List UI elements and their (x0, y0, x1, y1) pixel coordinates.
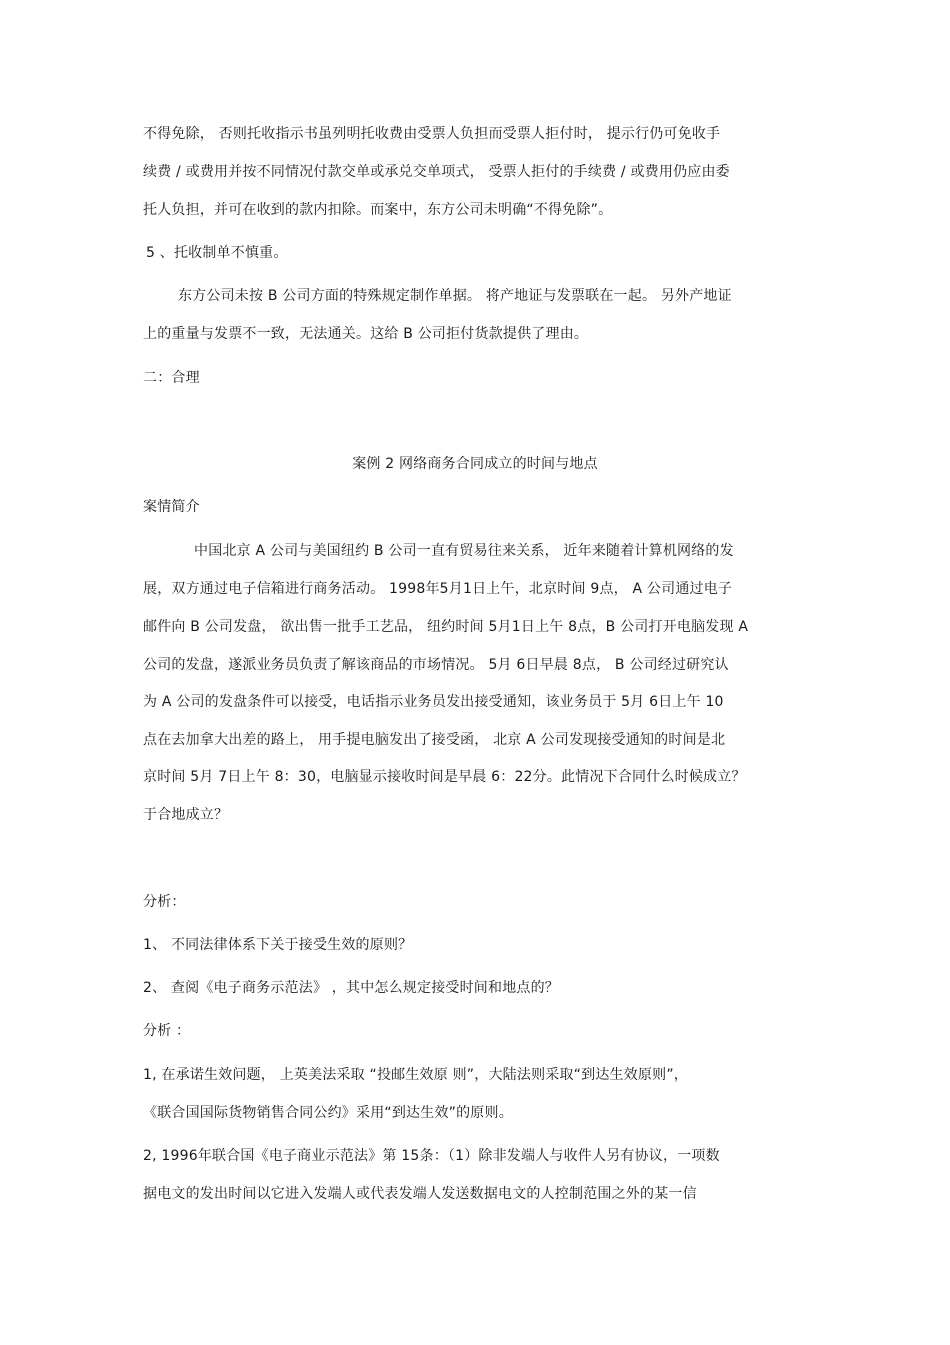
text-line-10: 中国北京 A 公司与美国纽约 B 公司一直有贸易往来关系， 近年来随着计算机网络的发 (194, 543, 734, 559)
text-line-23: 《联合国国际货物销售合同公约》采用“到达生效”的原则。 (143, 1105, 513, 1121)
text-line-5: 东方公司未按 B 公司方面的特殊规定制作单据。 将产地证与发票联在一起。 另外产地证 (178, 288, 732, 304)
text-line-12: 邮件向 B 公司发盘， 欲出售一批手工艺品， 纽约时间 5月1日上午 8点，B 公司打开电脑发现 A (143, 619, 749, 635)
text-line-22: 1, 在承诺生效问题， 上英美法采取 “投邮生效原 则”，大陆法则采取“到达生效原则”， (143, 1067, 688, 1083)
text-line-11: 展，双方通过电子信箱进行商务活动。 1998年5月1日上午，北京时间 9点， A 公司通过电子 (143, 581, 733, 597)
analysis-heading-1: 分析： (143, 894, 186, 910)
text-line-16: 京时间 5月 7日上午 8：30，电脑显示接收时间是早晨 6：22分。此情况下合同什么时候成立？ (143, 769, 746, 785)
section-heading-reasonable: 二：合理 (143, 370, 200, 386)
text-line-6: 上的重量与发票不一致，无法通关。这给 B 公司拒付货款提供了理由。 (143, 326, 589, 342)
text-line-3: 托人负担，并可在收到的款内扣除。而案中，东方公司未明确“不得免除”。 (143, 202, 613, 218)
question-1: 1、 不同法律体系下关于接受生效的原则？ (143, 937, 413, 953)
list-item-heading-5: 5 、托收制单不慎重。 (146, 245, 288, 261)
text-line-2: 续费 / 或费用并按不同情况付款交单或承兑交单项式， 受票人拒付的手续费 / 或费用仍应由委 (143, 164, 730, 180)
text-line-1: 不得免除， 否则托收指示书虽列明托收费由受票人负担而受票人拒付时， 提示行仍可免收手 (143, 126, 721, 142)
text-line-14: 为 A 公司的发盘条件可以接受，电话指示业务员发出接受通知，该业务员于 5月 6日上午 10 (143, 694, 724, 710)
analysis-heading-2: 分析 ： (143, 1023, 191, 1039)
question-2: 2、 查阅《电子商务示范法》 ，其中怎么规定接受时间和地点的？ (143, 980, 560, 996)
text-line-24: 2, 1996年联合国《电子商业示范法》第 15条：（1）除非发端人与收件人另有协议，一项数 (143, 1148, 720, 1164)
text-line-13: 公司的发盘，遂派业务员负责了解该商品的市场情况。 5月 6日早晨 8点， B 公司经过研究认 (143, 657, 729, 673)
text-line-15: 点在去加拿大出差的路上， 用手提电脑发出了接受函， 北京 A 公司发现接受通知的时间是北 (143, 732, 726, 748)
section-heading-case-intro: 案情简介 (143, 499, 200, 515)
text-line-25: 据电文的发出时间以它进入发端人或代表发端人发送数据电文的人控制范围之外的某一信 (143, 1186, 697, 1202)
text-line-17: 于合地成立？ (143, 807, 229, 823)
case-title: 案例 2 网络商务合同成立的时间与地点 (352, 456, 598, 472)
